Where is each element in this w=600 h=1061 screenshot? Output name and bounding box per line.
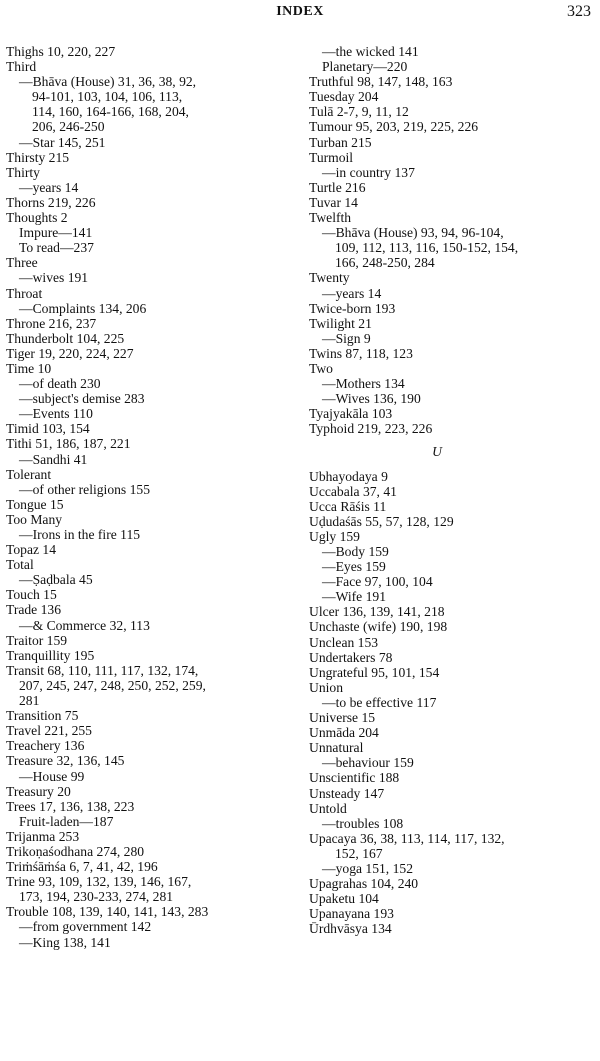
index-subentry: —Star 145, 251	[19, 134, 106, 150]
index-entry: Turtle 216	[309, 179, 366, 195]
index-entry: Treachery 136	[6, 738, 85, 754]
index-entry: Trade 136	[6, 602, 62, 618]
index-entry: Thoughts 2	[6, 210, 68, 226]
index-entry: Transition 75	[6, 708, 79, 724]
index-entry: Uccabala 37, 41	[309, 483, 397, 499]
index-subentry: To read—237	[19, 240, 94, 256]
index-entry: Thunderbolt 104, 225	[6, 330, 125, 346]
index-entry: Tiger 19, 220, 224, 227	[6, 345, 134, 361]
index-entry: Tolerant	[6, 466, 52, 482]
index-subentry: 281	[19, 693, 40, 709]
index-entry: Twilight 21	[309, 315, 372, 331]
index-subentry: —subject's demise 283	[19, 391, 145, 407]
index-subentry: —Sign 9	[322, 330, 371, 346]
index-entry: Throat	[6, 285, 43, 301]
index-subentry: —King 138, 141	[19, 934, 111, 950]
index-subentry: —Body 159	[322, 544, 389, 559]
index-entry: Universe 15	[309, 710, 376, 726]
index-entry: Ucca Rāśis 11	[309, 498, 387, 514]
index-entries-u	[309, 469, 595, 937]
index-entry: Twins 87, 118, 123	[309, 345, 413, 361]
index-subentry: —behaviour 159	[322, 755, 414, 771]
index-subentry: Impure—141	[19, 225, 93, 241]
index-entry: Upagrahas 104, 240	[309, 876, 419, 892]
index-entry: Throne 216, 237	[6, 315, 97, 331]
index-entry: Topaz 14	[6, 542, 57, 558]
index-entry: Trouble 108, 139, 140, 141, 143, 283	[6, 904, 209, 920]
index-entry: Unclean 153	[309, 634, 379, 650]
index-subentry: —Complaints 134, 206	[19, 300, 147, 316]
index-entry: Ulcer 136, 139, 141, 218	[309, 604, 445, 620]
index-subentry: —Mothers 134	[322, 376, 405, 392]
index-entry: Typhoid 219, 223, 226	[309, 421, 433, 437]
index-entry: Tyajyakāla 103	[309, 406, 393, 422]
index-subentry: 152, 167	[335, 845, 383, 861]
index-entry: Tuesday 204	[309, 89, 379, 105]
index-entry: Turban 215	[309, 134, 372, 150]
index-column-right	[309, 44, 595, 936]
index-subentry: 94-101, 103, 104, 106, 113,	[32, 89, 183, 105]
index-entry: Unmāda 204	[309, 725, 379, 741]
index-entry: Trikoṇaśodhana 274, 280	[6, 843, 145, 859]
index-entry: Twelfth	[309, 210, 352, 226]
index-entry: Thirty	[6, 164, 40, 180]
index-subentry: 114, 160, 164-166, 168, 204,	[32, 104, 189, 120]
index-subentry: —troubles 108	[322, 815, 404, 831]
index-entry: Three	[6, 255, 38, 271]
index-entry: Untold	[309, 800, 347, 816]
index-entry: Ungrateful 95, 101, 154	[309, 664, 440, 680]
index-subentry: —of death 230	[19, 376, 101, 392]
index-subentry: 207, 245, 247, 248, 250, 252, 259,	[19, 677, 206, 693]
index-entry: Treasury 20	[6, 783, 71, 799]
section-letter: U	[432, 444, 442, 460]
index-entry: Touch 15	[6, 587, 57, 603]
index-subentry: —Wife 191	[322, 589, 387, 605]
index-entry: Travel 221, 255	[6, 723, 92, 739]
index-entry: Tumour 95, 203, 219, 225, 226	[309, 119, 479, 135]
index-subentry: 109, 112, 113, 116, 150-152, 154,	[335, 240, 519, 256]
index-entry: Timid 103, 154	[6, 421, 90, 437]
index-subentry: Fruit-laden—187	[19, 813, 114, 829]
index-subentry: Planetary—220	[322, 59, 408, 75]
index-entry: Tranquillity 195	[6, 647, 95, 663]
index-entry: Triṁśāṁśa 6, 7, 41, 42, 196	[6, 859, 158, 875]
index-entry: Third	[6, 59, 37, 75]
index-subentry: 166, 248-250, 284	[335, 255, 435, 271]
index-entry: Trijanma 253	[6, 828, 80, 844]
index-subentry: —the wicked 141	[322, 44, 419, 59]
index-entries-t	[309, 44, 595, 436]
index-entry: Upaketu 104	[309, 891, 379, 907]
index-entry: Two	[309, 360, 333, 376]
index-entry: Twenty	[309, 270, 350, 286]
index-subentry: —Events 110	[19, 406, 93, 422]
index-subentry: —to be effective 117	[322, 694, 437, 710]
index-subentry: 173, 194, 230-233, 274, 281	[19, 889, 174, 905]
index-entry: Tuvar 14	[309, 194, 358, 210]
index-entry: Upacaya 36, 38, 113, 114, 117, 132,	[309, 830, 505, 846]
index-subentry: —years 14	[19, 179, 79, 195]
index-entry: Total	[6, 557, 34, 573]
page-header	[0, 2, 600, 22]
index-subentry: —Bhāva (House) 93, 94, 96-104,	[322, 225, 504, 241]
index-column-left	[6, 44, 292, 950]
index-subentry: —of other religions 155	[19, 481, 151, 497]
index-entry: Thirsty 215	[6, 149, 70, 165]
index-entry: Traitor 159	[6, 632, 68, 648]
index-entry: Undertakers 78	[309, 649, 393, 665]
index-subentry: —Ṣaḍbala 45	[19, 572, 93, 588]
index-subentry: —Sandhi 41	[19, 451, 88, 467]
index-subentry: —in country 137	[322, 164, 415, 180]
index-subentry: —wives 191	[19, 270, 89, 286]
index-subentry: —Irons in the fire 115	[19, 527, 141, 542]
index-entry: Uḍudaśās 55, 57, 128, 129	[309, 513, 454, 529]
index-subentry: —yoga 151, 152	[322, 860, 413, 876]
running-head: INDEX	[276, 4, 324, 19]
index-entry: Union	[309, 679, 343, 695]
index-entry: Treasure 32, 136, 145	[6, 753, 125, 769]
index-subentry: —Wives 136, 190	[322, 391, 421, 407]
index-subentry: —House 99	[19, 768, 85, 784]
index-subentry: —years 14	[322, 285, 382, 301]
index-entry: Unchaste (wife) 190, 198	[309, 619, 448, 635]
index-entry: Unnatural	[309, 740, 364, 756]
index-entry: Unsteady 147	[309, 785, 385, 801]
index-entry: Transit 68, 110, 111, 117, 132, 174,	[6, 662, 199, 678]
index-entry: Tithi 51, 186, 187, 221	[6, 436, 131, 452]
index-entry: Tongue 15	[6, 496, 64, 512]
index-entry: Unscientific 188	[309, 770, 400, 786]
index-entry: Truthful 98, 147, 148, 163	[309, 74, 453, 90]
index-entry: Ubhayodaya 9	[309, 468, 388, 484]
index-entry: Tulā 2-7, 9, 11, 12	[309, 104, 409, 120]
index-entry: Ūrdhvāsya 134	[309, 921, 392, 937]
index-entry: Too Many	[6, 511, 63, 527]
index-subentry: —from government 142	[19, 919, 152, 935]
index-entry: Twice-born 193	[309, 300, 396, 316]
index-entry: Turmoil	[309, 149, 354, 165]
index-subentry: —Eyes 159	[322, 559, 386, 575]
index-subentry: —Face 97, 100, 104	[322, 574, 433, 590]
index-entry: Thorns 219, 226	[6, 194, 96, 210]
index-entry: Ugly 159	[309, 528, 360, 544]
index-entry: Trine 93, 109, 132, 139, 146, 167,	[6, 874, 192, 890]
index-entry: Time 10	[6, 360, 52, 376]
index-subentry: 206, 246-250	[32, 119, 105, 135]
index-entry: Thighs 10, 220, 227	[6, 44, 116, 59]
index-entry: Trees 17, 136, 138, 223	[6, 798, 135, 814]
index-subentry: —Bhāva (House) 31, 36, 38, 92,	[19, 74, 197, 90]
index-entry: Upanayana 193	[309, 906, 394, 922]
index-subentry: —& Commerce 32, 113	[19, 617, 150, 633]
page-number: 323	[567, 3, 591, 20]
